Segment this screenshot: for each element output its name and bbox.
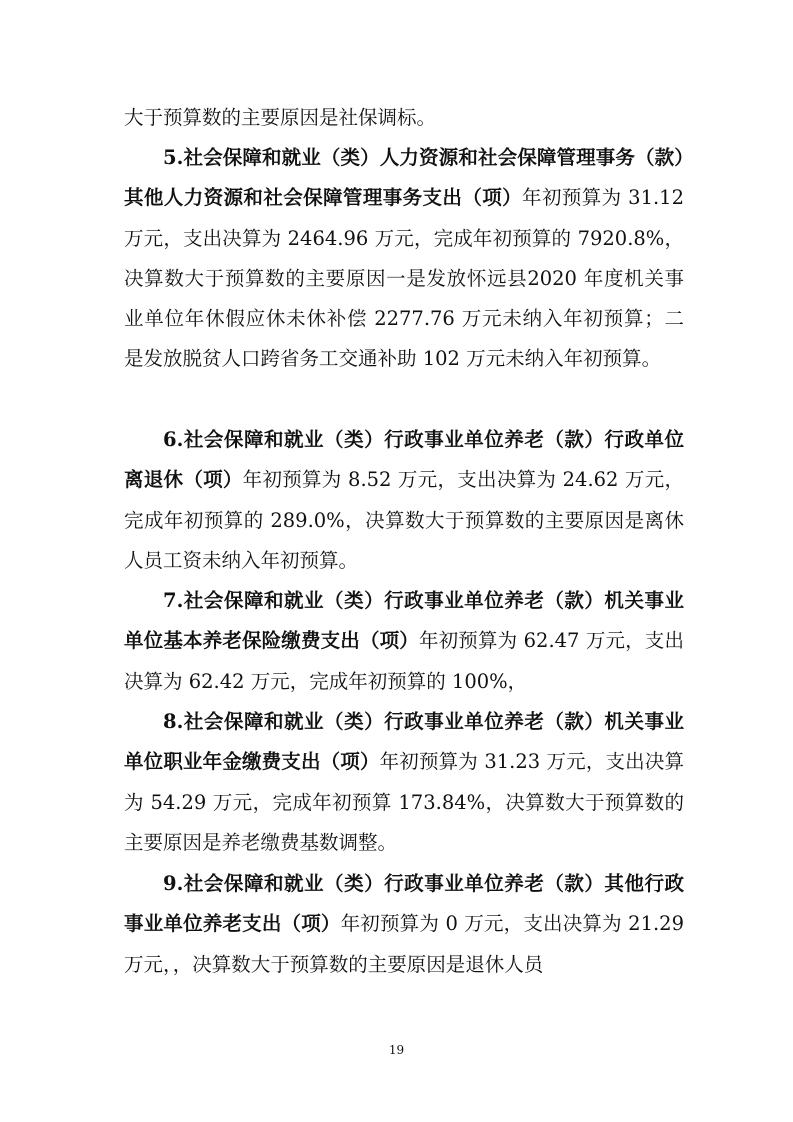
paragraph-text: 年初预算为 8.52 万元，支出决算为 24.62 万元，完成年初预算的 289.0%，决算数大于预算数的主要原因是离休人员工资未纳入年初预算。 — [124, 468, 684, 572]
paragraph-item-7 — [124, 581, 684, 702]
paragraph-item-8 — [124, 702, 684, 863]
paragraph-text: 年初预算为 31.12 万元，支出决算为 2464.96 万元，完成年初预算的 7920.8%，决算数大于预算数的主要原因一是发放怀远县2020 年度机关事业单位年休假应休未休补偿 2277.76 万元未纳入年初预算；二是发放脱贫人口跨省务工交通补助 102 万元未纳入年初预算。 — [124, 186, 684, 371]
paragraph-text: 大于预算数的主要原因是社保调标。 — [124, 106, 437, 129]
page-number: 19 — [388, 1043, 405, 1057]
paragraph-heading: 8.社会保障和就业（类）行政事业单位养老（款）机关事业单位职业年金缴费支出（项） — [124, 710, 684, 774]
paragraph-heading: 9.社会保障和就业（类）行政事业单位养老（款）其他行政事业单位养老支出（项） — [124, 872, 684, 936]
paragraph-item-9 — [124, 864, 684, 985]
paragraph-heading: 5.社会保障和就业（类）人力资源和社会保障管理事务（款）其他人力资源和社会保障管理事务支出（项） — [124, 146, 684, 210]
paragraph-text: 年初预算为 62.47 万元，支出决算为 62.42 万元，完成年初预算的 100%， — [124, 629, 684, 693]
paragraph-heading: 7.社会保障和就业（类）行政事业单位养老（款）机关事业单位基本养老保险缴费支出（项） — [124, 589, 684, 653]
paragraph-heading: 6.社会保障和就业（类）行政事业单位养老（款）行政单位离退休（项） — [124, 428, 684, 492]
paragraph-text: 年初预算为 31.23 万元，支出决算为 54.29 万元，完成年初预算 173.84%，决算数大于预算数的主要原因是养老缴费基数调整。 — [124, 750, 684, 854]
paragraph-item-6 — [124, 420, 684, 581]
paragraph-item-5 — [124, 138, 684, 380]
paragraph-text: 年初预算为 0 万元，支出决算为 21.29 万元，，决算数大于预算数的主要原因是退休人员 — [124, 912, 684, 976]
paragraph-continuation — [124, 98, 684, 138]
